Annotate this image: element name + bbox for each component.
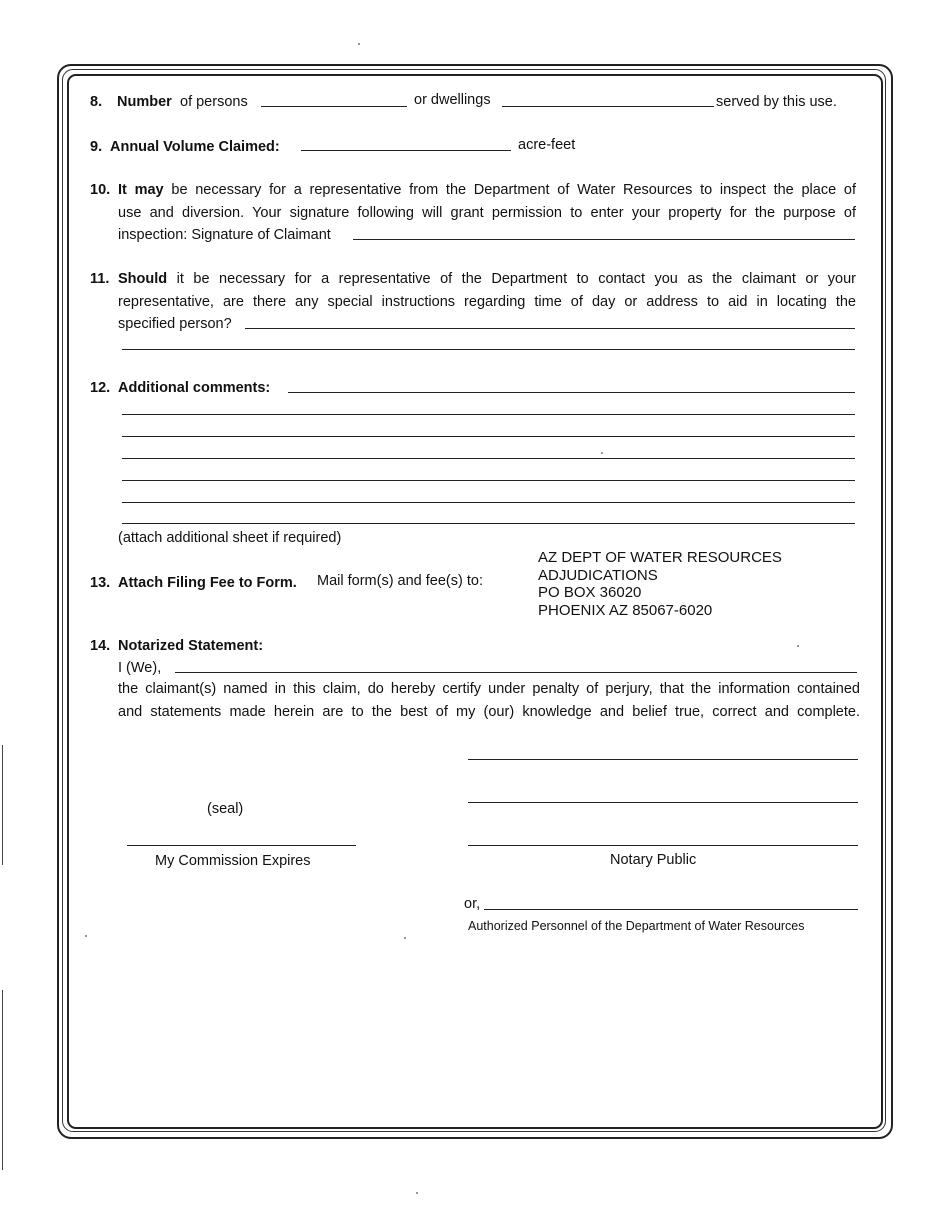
notary-line[interactable] bbox=[468, 759, 858, 760]
item-label: Number bbox=[117, 94, 172, 110]
item-text: it be necessary for a representative of the Department to contact you as the claimant or your bbox=[176, 271, 856, 287]
comments-field[interactable] bbox=[122, 523, 855, 524]
scan-speck bbox=[416, 1192, 418, 1194]
mailing-address bbox=[538, 549, 782, 619]
unit-label: acre-feet bbox=[518, 137, 576, 153]
item-label: Notarized Statement: bbox=[118, 638, 264, 654]
item-text: specified person? bbox=[118, 316, 232, 332]
item-text: I (We), bbox=[118, 660, 162, 676]
address-line: AZ DEPT OF WATER RESOURCES bbox=[538, 549, 782, 566]
special-instructions-field[interactable] bbox=[122, 349, 855, 350]
item-number: 12. bbox=[90, 380, 111, 396]
item-number: 10. bbox=[90, 182, 111, 198]
item-number: 8. bbox=[90, 94, 103, 110]
comments-field[interactable] bbox=[122, 502, 855, 503]
item-number: 9. bbox=[90, 139, 103, 155]
or-label: or, bbox=[464, 896, 481, 912]
annual-volume-field[interactable] bbox=[301, 150, 511, 151]
comments-field[interactable] bbox=[122, 480, 855, 481]
notary-signature-field[interactable] bbox=[468, 845, 858, 846]
item-text: or dwellings bbox=[414, 92, 491, 108]
authorized-signature-field[interactable] bbox=[484, 909, 858, 910]
item-11-text bbox=[118, 271, 856, 316]
item-text: and statements made herein are to the best of my (our) knowledge and belief true, correct and complete. bbox=[118, 703, 860, 720]
claimant-signature-field[interactable] bbox=[353, 239, 855, 240]
commission-expires-field[interactable] bbox=[127, 845, 356, 846]
address-line: PO BOX 36020 bbox=[538, 584, 642, 601]
comments-field[interactable] bbox=[288, 392, 855, 393]
item-text: inspection: Signature of Claimant bbox=[118, 227, 331, 243]
item-10-text bbox=[118, 182, 856, 227]
item-text: the claimant(s) named in this claim, do hereby certify under penalty of perjury, that the information contained bbox=[118, 681, 860, 697]
item-label: Annual Volume Claimed: bbox=[110, 139, 280, 155]
comments-field[interactable] bbox=[122, 414, 855, 415]
scan-speck bbox=[85, 935, 87, 937]
item-text: Mail form(s) and fee(s) to: bbox=[317, 573, 483, 589]
claimant-names-field[interactable] bbox=[175, 672, 857, 673]
scan-speck bbox=[601, 452, 603, 454]
item-text: of persons bbox=[180, 94, 248, 110]
authorized-label: Authorized Personnel of the Department of Water Resources bbox=[468, 919, 805, 933]
comments-field[interactable] bbox=[122, 436, 855, 437]
item-text: representative, are there any special instructions regarding time of day or address to aid in locating the bbox=[118, 293, 856, 310]
item-number: 11. bbox=[90, 271, 110, 287]
address-line: PHOENIX AZ 85067-6020 bbox=[538, 601, 713, 619]
item-number: 14. bbox=[90, 638, 111, 654]
attach-note: (attach additional sheet if required) bbox=[118, 530, 342, 546]
item-lead: Should bbox=[118, 271, 168, 287]
comments-field[interactable] bbox=[122, 458, 855, 459]
persons-field[interactable] bbox=[261, 106, 407, 107]
scan-margin-mark bbox=[2, 990, 3, 1170]
scan-margin-mark bbox=[2, 745, 3, 865]
item-text: use and diversion. Your signature following will grant permission to enter your property for the purpose of bbox=[118, 204, 856, 221]
item-label: Attach Filing Fee to Form. bbox=[118, 575, 297, 591]
scan-speck bbox=[797, 645, 799, 647]
notary-line[interactable] bbox=[468, 802, 858, 803]
item-14-text bbox=[118, 681, 860, 726]
seal-label: (seal) bbox=[207, 801, 244, 817]
commission-label: My Commission Expires bbox=[155, 853, 311, 869]
scan-speck bbox=[358, 43, 360, 45]
item-label: Additional comments: bbox=[118, 380, 271, 396]
dwellings-field[interactable] bbox=[502, 106, 714, 107]
special-instructions-field[interactable] bbox=[245, 328, 855, 329]
item-lead: It may bbox=[118, 182, 164, 198]
address-line: ADJUDICATIONS bbox=[538, 566, 658, 584]
item-text: be necessary for a representative from the Department of Water Resources to inspect the place of bbox=[171, 182, 856, 198]
notary-label: Notary Public bbox=[610, 852, 697, 868]
item-number: 13. bbox=[90, 575, 111, 591]
item-text: served by this use. bbox=[716, 94, 837, 110]
scan-speck bbox=[404, 937, 406, 939]
